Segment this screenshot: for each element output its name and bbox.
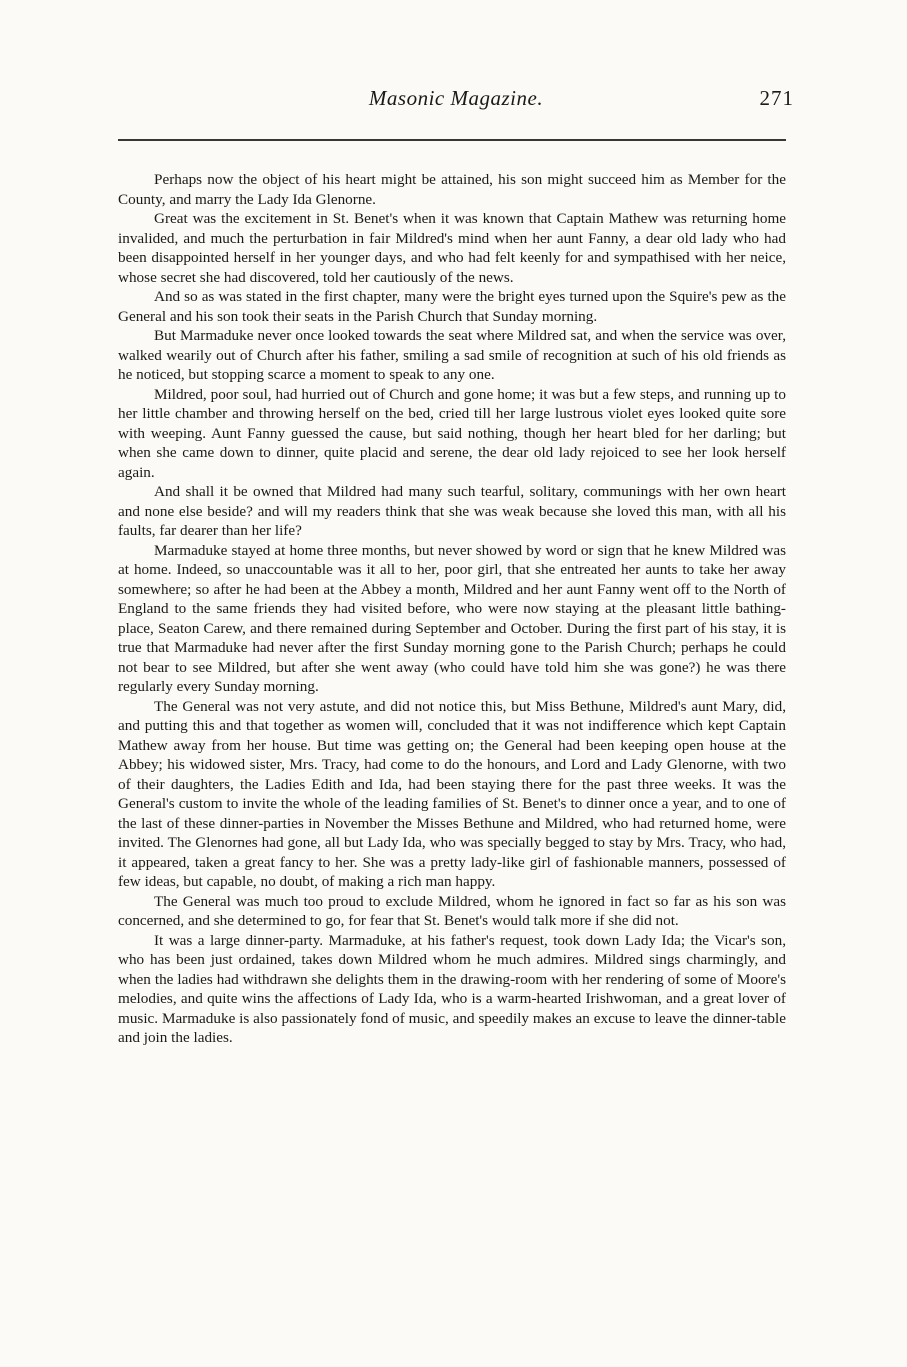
article-body	[118, 170, 786, 1048]
paragraph: The General was not very astute, and did not notice this, but Miss Bethune, Mildred's aunt Mary, did, and putting this and that together as women will, concluded that it was not indifference which kept Captain Mathew away from her house. But time was getting on; the General had been keeping open house at the Abbey; his widowed sister, Mrs. Tracy, had come to do the honours, and Lord and Lady Glenorne, with two of their daughters, the Ladies Edith and Ida, had been staying there for the past three weeks. It was the General's custom to invite the whole of the leading families of St. Benet's to dinner once a year, and to one of the last of these dinner-parties in November the Misses Bethune and Mildred, who had returned home, were invited. The Glenornes had gone, all but Lady Ida, who was specially begged to stay by Mrs. Tracy, who had, it appeared, taken a great fancy to her. She was a pretty lady-like girl of fashionable manners, possessed of few ideas, but capable, no doubt, of making a rich man happy.	[118, 697, 786, 890]
page-header	[118, 86, 794, 116]
paragraph: Great was the excitement in St. Benet's when it was known that Captain Mathew was returning home invalided, and much the perturbation in fair Mildred's mind when her aunt Fanny, a dear old lady who had been disappointed herself in her younger days, and who had felt keenly for and sympathised with her neice, whose secret she had discovered, told her cautiously of the news.	[118, 210, 786, 286]
paragraph: Perhaps now the object of his heart might be attained, his son might succeed him as Member for the County, and marry the Lady Ida Glenorne.	[118, 171, 786, 208]
page-number: 271	[759, 86, 794, 110]
paragraph: The General was much too proud to exclude Mildred, whom he ignored in fact so far as his son was concerned, and she determined to go, for fear that St. Benet's would talk more if she did not.	[118, 892, 786, 929]
header-rule	[118, 139, 786, 141]
paragraph: It was a large dinner-party. Marmaduke, at his father's request, took down Lady Ida; the Vicar's son, who has been just ordained, takes down Mildred whom he much admires. Mildred sings charmingly, and when the ladies had withdrawn she delights them in the drawing-room with her rendering of some of Moore's melodies, and quite wins the affections of Lady Ida, who is a warm-hearted Irishwoman, and a great lover of music. Marmaduke is also passionately fond of music, and speedily makes an excuse to leave the dinner-table and join the ladies.	[118, 931, 786, 1046]
paragraph: Marmaduke stayed at home three months, but never showed by word or sign that he knew Mildred was at home. Indeed, so unaccountable was it all to her, poor girl, that she entreated her aunts to take her away somewhere; so after he had been at the Abbey a month, Mildred and her aunt Fanny went off to the North of England to the same friends they had visited before, who were now staying at the pleasant little bathing-place, Seaton Carew, and there remained during September and October. During the first part of his stay, it is true that Marmaduke had never after the first Sunday morning gone to the Parish Church; perhaps he could not bear to see Mildred, but after she went away (who could have told him she was gone?) he was there regularly every Sunday morning.	[118, 541, 786, 695]
running-title: Masonic Magazine.	[368, 86, 544, 110]
paragraph: And so as was stated in the first chapter, many were the bright eyes turned upon the Squire's pew as the General and his son took their seats in the Parish Church that Sunday morning.	[118, 288, 786, 325]
paragraph: And shall it be owned that Mildred had many such tearful, solitary, communings with her own heart and none else beside? and will my readers think that she was weak because she loved this man, with all his faults, far dearer than her life?	[118, 483, 786, 539]
paragraph: But Marmaduke never once looked towards the seat where Mildred sat, and when the service was over, walked wearily out of Church after his father, smiling a sad smile of recognition at such of his old friends as he noticed, but stopping scarce a moment to speak to any one.	[118, 327, 786, 383]
paragraph: Mildred, poor soul, had hurried out of Church and gone home; it was but a few steps, and running up to her little chamber and throwing herself on the bed, cried till her large lustrous violet eyes looked quite sore with weeping. Aunt Fanny guessed the cause, but said nothing, though her heart bled for her darling; but when she came down to dinner, quite placid and serene, the dear old lady rejoiced to see her look herself again.	[118, 385, 786, 481]
